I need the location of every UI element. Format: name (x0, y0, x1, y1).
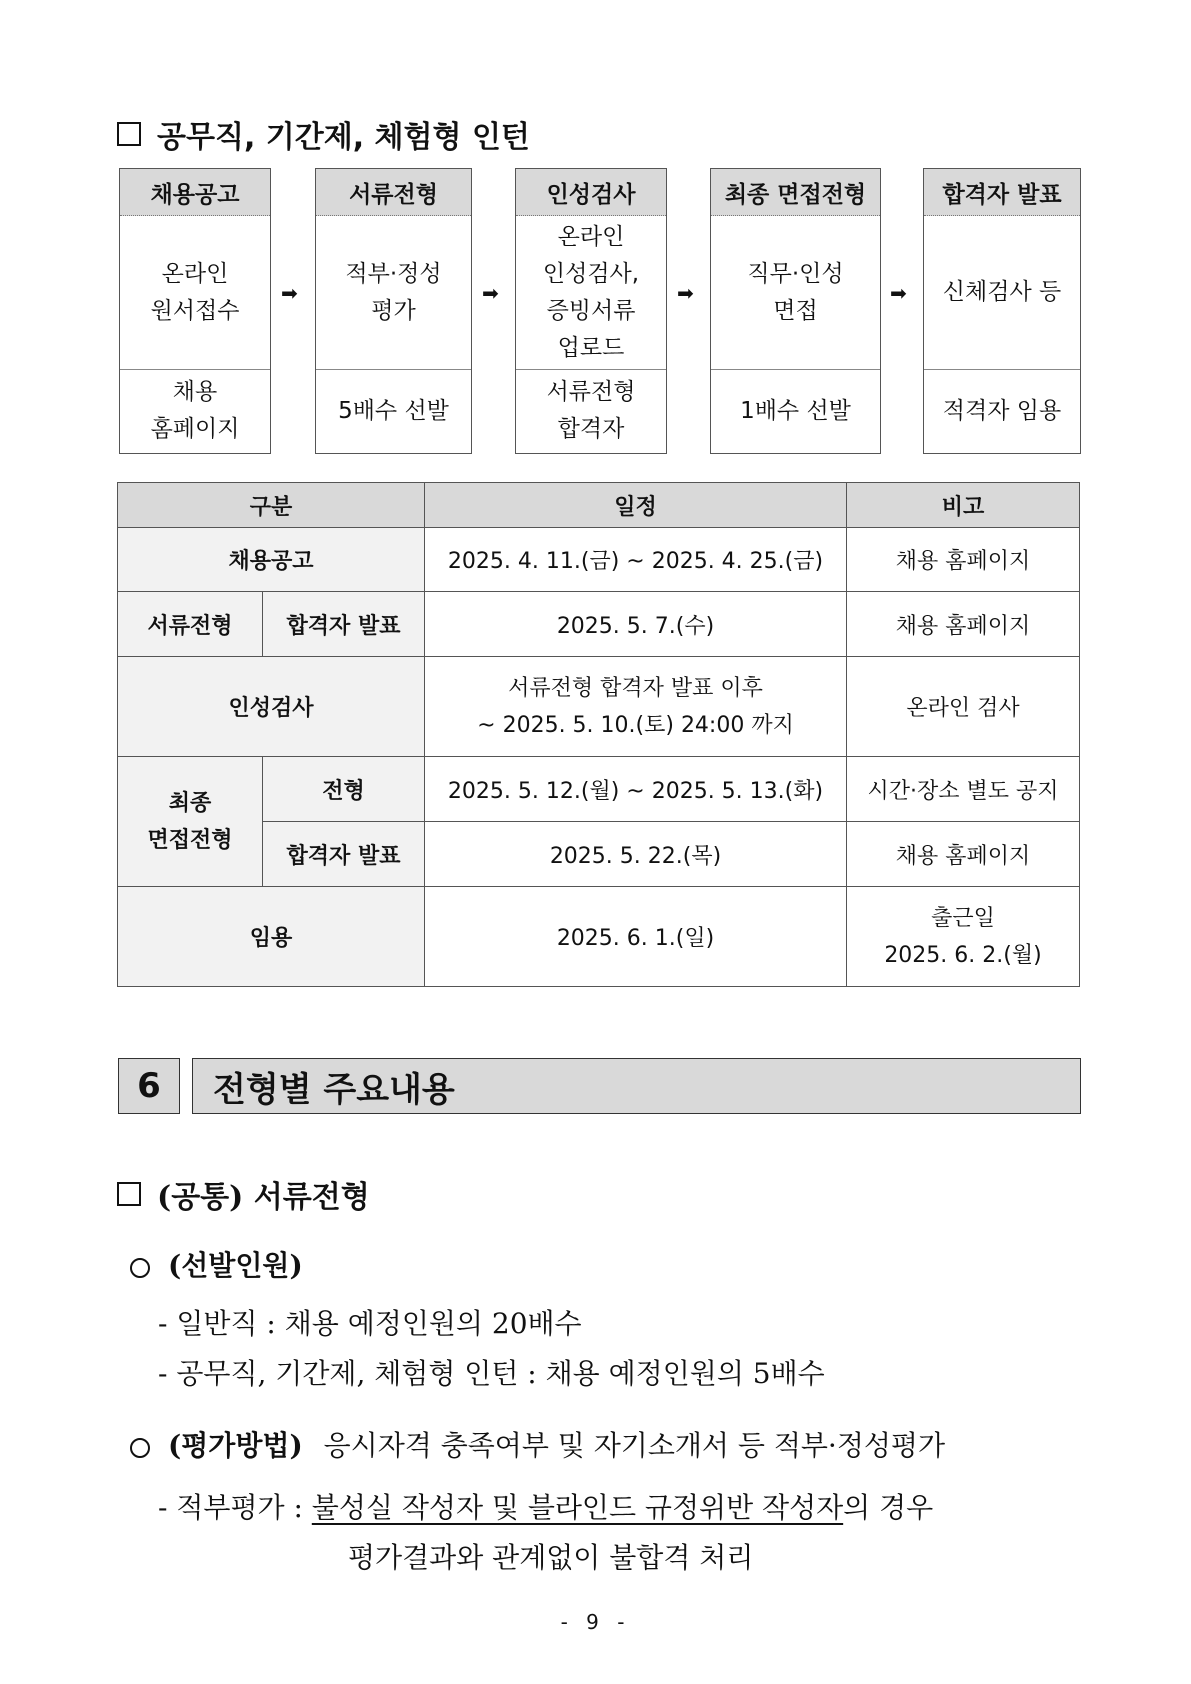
row-label: 인성검사 (118, 657, 425, 757)
row-label: 서류전형 (118, 592, 263, 657)
section-heading-text: 공무직, 기간제, 체험형 인턴 (157, 120, 530, 155)
section-heading-common-doc (117, 1172, 370, 1216)
checkbox-icon (117, 122, 141, 146)
table-row (118, 887, 1080, 987)
process-box-aptitude (515, 168, 667, 454)
row-note: 채용 홈페이지 (847, 528, 1080, 592)
header-note: 비고 (847, 483, 1080, 528)
eval-detail-prefix: - 적부평가 : (158, 1491, 312, 1524)
arrow-right-icon: ➡ (890, 281, 907, 305)
select-head-text: (선발인원) (168, 1249, 303, 1282)
list-item: - 공무직, 기간제, 체험형 인턴 : 채용 예정인원의 5배수 (158, 1357, 825, 1390)
select-heading (130, 1244, 303, 1284)
process-header: 채용공고 (120, 169, 270, 216)
row-date: 2025. 4. 11.(금) ~ 2025. 4. 25.(금) (425, 528, 847, 592)
row-note: 채용 홈페이지 (847, 592, 1080, 657)
table-row (118, 657, 1080, 757)
eval-detail-underlined: 불성실 작성자 및 블라인드 규정위반 작성자 (311, 1491, 844, 1524)
row-label: 임용 (118, 887, 425, 987)
process-footer: 5배수 선발 (338, 397, 449, 424)
process-box-announcement (923, 168, 1081, 454)
process-header: 합격자 발표 (924, 169, 1080, 216)
arrow-right-icon: ➡ (281, 281, 298, 305)
row-note: 시간·장소 별도 공지 (847, 757, 1080, 822)
table-row (118, 528, 1080, 592)
process-middle: 온라인 인성검사, 증빙서류 업로드 (516, 216, 666, 370)
process-footer: 채용 홈페이지 (150, 379, 240, 442)
row-note: 채용 홈페이지 (847, 822, 1080, 887)
header-date: 일정 (425, 483, 847, 528)
circle-bullet-icon (130, 1258, 150, 1278)
row-sublabel: 전형 (263, 757, 425, 822)
row-date: 2025. 5. 22.(목) (425, 822, 847, 887)
row-label: 최종 면접전형 (118, 757, 263, 887)
process-footer: 적격자 임용 (942, 397, 1062, 424)
section-title (192, 1058, 1081, 1114)
row-date: 서류전형 합격자 발표 이후 ~ 2025. 5. 10.(토) 24:00 까지 (425, 657, 847, 757)
process-middle: 온라인 원서접수 (120, 216, 270, 370)
row-date: 2025. 5. 7.(수) (425, 592, 847, 657)
process-footer: 서류전형 합격자 (546, 379, 636, 442)
list-item: - 일반직 : 채용 예정인원의 20배수 (158, 1307, 582, 1340)
header-category: 구분 (118, 483, 425, 528)
row-note: 출근일 2025. 6. 2.(월) (847, 887, 1080, 987)
circle-bullet-icon (130, 1438, 150, 1458)
section-title-text: 전형별 주요내용 (213, 1069, 455, 1110)
row-date: 2025. 6. 1.(일) (425, 887, 847, 987)
process-header: 최종 면접전형 (711, 169, 880, 216)
page-number: - 9 - (560, 1610, 631, 1634)
process-box-document (315, 168, 472, 454)
process-middle: 적부·정성 평가 (316, 216, 471, 370)
common-doc-title: (공통) 서류전형 (157, 1180, 370, 1215)
section-number: 6 (118, 1058, 180, 1114)
row-sublabel: 합격자 발표 (263, 592, 425, 657)
row-label: 채용공고 (118, 528, 425, 592)
eval-heading (130, 1424, 945, 1464)
eval-text: 응시자격 충족여부 및 자기소개서 등 적부·정성평가 (323, 1429, 946, 1462)
row-sublabel: 합격자 발표 (263, 822, 425, 887)
process-header: 서류전형 (316, 169, 471, 216)
table-row (118, 592, 1080, 657)
arrow-right-icon: ➡ (677, 281, 694, 305)
process-middle: 신체검사 등 (924, 216, 1080, 370)
process-box-interview (710, 168, 881, 454)
row-note: 온라인 검사 (847, 657, 1080, 757)
eval-detail-suffix: 의 경우 (843, 1491, 934, 1524)
table-header-row (118, 483, 1080, 528)
checkbox-icon (117, 1182, 141, 1206)
process-footer: 1배수 선발 (740, 397, 851, 424)
eval-detail-line2: 평가결과와 관계없이 불합격 처리 (348, 1541, 754, 1574)
eval-head-text: (평가방법) (168, 1429, 303, 1462)
table-row (118, 757, 1080, 822)
arrow-right-icon: ➡ (482, 281, 499, 305)
process-box-posting (119, 168, 271, 454)
section-heading-intern (117, 112, 530, 156)
process-header: 인성검사 (516, 169, 666, 216)
table-row (118, 822, 1080, 887)
schedule-table (117, 482, 1080, 987)
row-date: 2025. 5. 12.(월) ~ 2025. 5. 13.(화) (425, 757, 847, 822)
process-middle: 직무·인성 면접 (711, 216, 880, 370)
eval-detail (158, 1486, 933, 1526)
